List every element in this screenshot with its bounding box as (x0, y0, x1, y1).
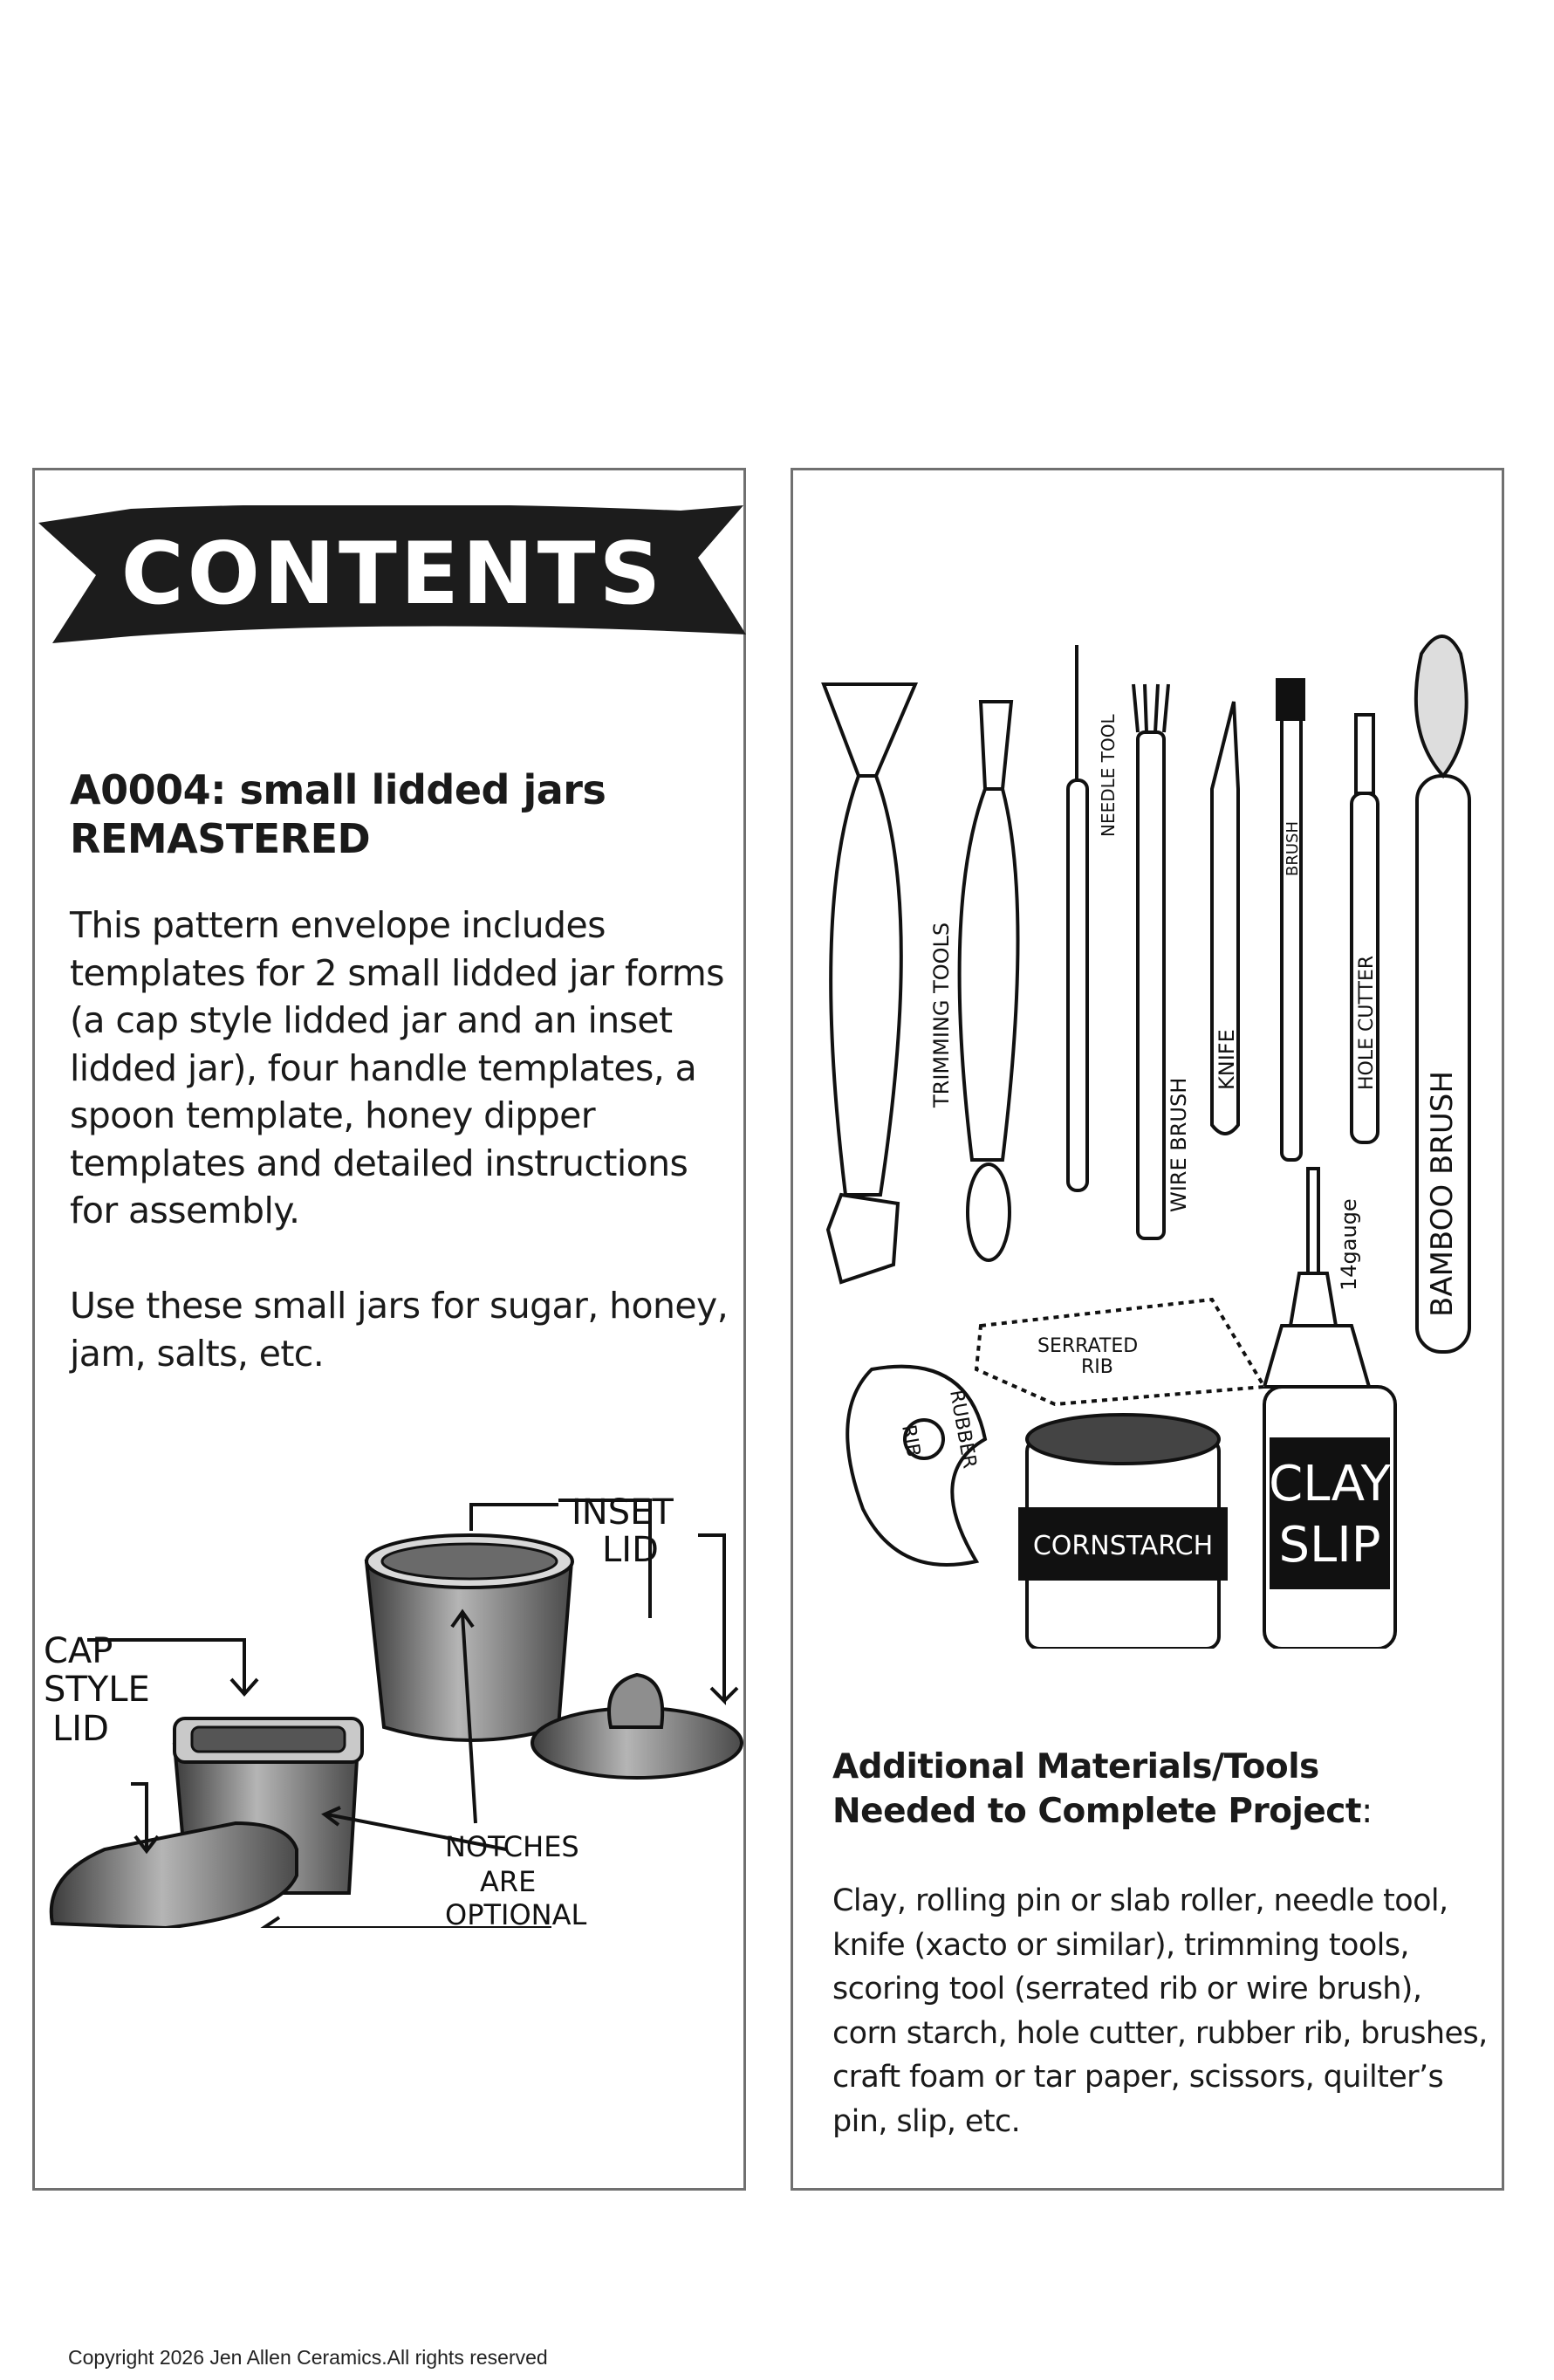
label-notches-2: ARE (480, 1865, 537, 1898)
label-hole-cutter: HOLE CUTTER (1356, 955, 1378, 1090)
materials-heading-colon: : (1361, 1792, 1373, 1831)
contents-banner (35, 505, 749, 645)
lidded-jars-illustration (35, 1439, 749, 1928)
label-serrated-1: SERRATED (1037, 1335, 1139, 1357)
label-needle: NEEDLE TOOL (1098, 714, 1119, 837)
label-slip: SLIP (1278, 1517, 1381, 1574)
label-cap-2: STYLE (44, 1670, 150, 1710)
pattern-title-line2: REMASTERED (70, 815, 371, 862)
banner-title: CONTENTS (120, 525, 665, 624)
pattern-title-line1: A0004: small lidded jars (70, 766, 606, 813)
label-clay: CLAY (1269, 1456, 1391, 1512)
label-notches-1: NOTCHES (445, 1830, 579, 1863)
materials-panel (791, 468, 1504, 2191)
pattern-usage: Use these small jars for sugar, honey, jam, salts, etc. (70, 1285, 729, 1375)
label-rubber-2: RIB (897, 1423, 925, 1459)
materials-heading (832, 1745, 1478, 1834)
label-brush: BRUSH (1284, 821, 1302, 876)
materials-list: Clay, rolling pin or slab roller, needle tool, knife (xacto or similar), trimming tools, scoring tool (serrated rib or wire brush), corn starch, hole cutter, rubber rib, brushes, craft foam or tar paper, scissors, quilter’s pin, slip, etc. (832, 1883, 1488, 2139)
label-notches-3: OPTIONAL (445, 1898, 587, 1928)
label-inset-lid-2: LID (602, 1530, 659, 1570)
label-cap-1: CAP (44, 1631, 113, 1671)
materials-heading-line2: Needed to Complete Project (832, 1792, 1362, 1831)
label-wire-brush: WIRE BRUSH (1167, 1077, 1191, 1212)
copyright-footer: Copyright 2026 Jen Allen Ceramics.All rights reserved (68, 2346, 548, 2369)
label-serrated-2: RIB (1081, 1356, 1113, 1378)
materials-heading-line1: Additional Materials/Tools (832, 1747, 1319, 1787)
contents-panel (32, 468, 746, 2191)
tools-illustration (793, 601, 1507, 1649)
label-cap-3: LID (52, 1709, 109, 1749)
label-rubber-1: RUBBER (945, 1388, 981, 1471)
label-inset-lid-1: INSET (572, 1492, 674, 1533)
label-bamboo: BAMBOO BRUSH (1425, 1071, 1460, 1317)
pattern-description: This pattern envelope includes templates for 2 small lidded jar forms (a cap style lidded jar and an inset lidded jar), four handle templates, a spoon template, honey dipper templates and detailed instructions for assembly. (70, 904, 724, 1231)
label-cornstarch: CORNSTARCH (1032, 1531, 1214, 1561)
tools-drawing (793, 601, 1507, 1649)
jars-drawing (35, 1439, 749, 1928)
label-knife: KNIFE (1215, 1029, 1239, 1090)
banner-ribbon-graphic (35, 505, 749, 645)
label-gauge: 14gauge (1337, 1198, 1361, 1291)
label-trimming: TRIMMING TOOLS (929, 922, 954, 1108)
pattern-title (70, 765, 715, 863)
